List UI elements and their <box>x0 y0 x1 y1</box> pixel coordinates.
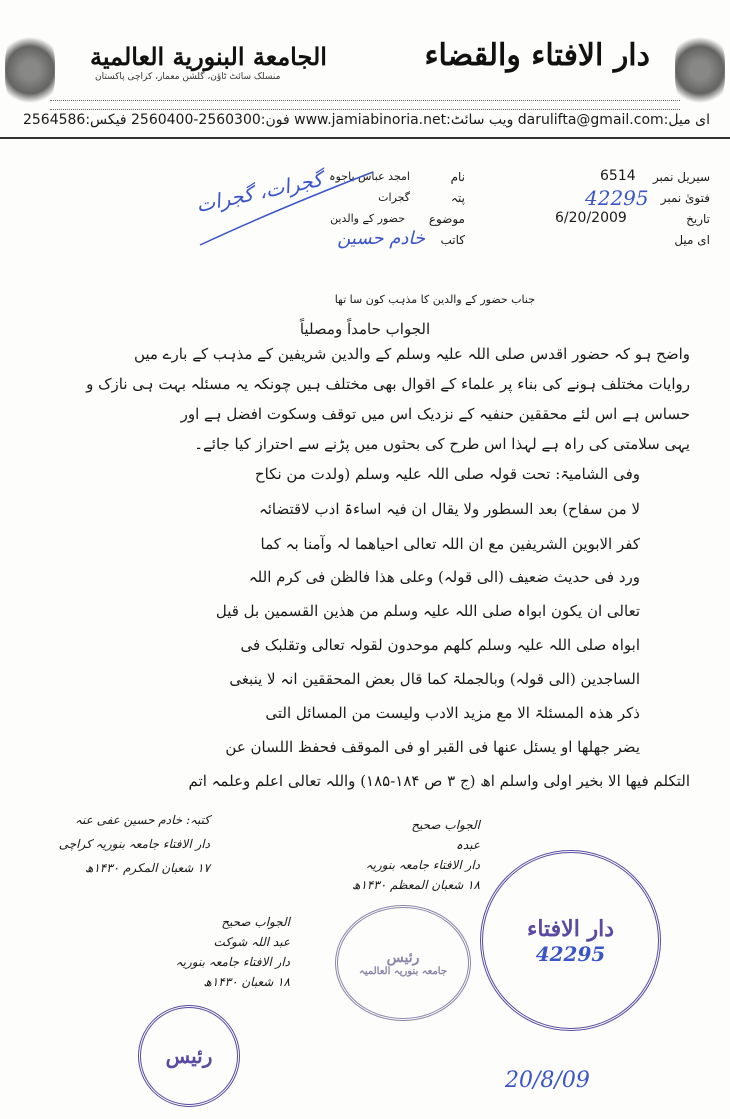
darulifta-stamp-number: 42295 <box>535 941 606 966</box>
letterhead-title-right: دار الافتاء والقضاء <box>424 38 650 73</box>
darulifta-stamp <box>480 850 661 1031</box>
approver2-line: دار الافتاء جامعہ بنوریہ <box>175 955 290 969</box>
approver1-line: الجواب صحیح <box>411 818 480 832</box>
address-label: پتہ <box>451 191 465 205</box>
answer-line: روایات مختلف ہونے کی بناء پر علماء کے اقوال بھی مختلف ہیں چونکہ یہ مسئلہ بہت ہی نازک و <box>86 375 690 393</box>
president-stamp-text: رئیس <box>165 1044 213 1068</box>
email-label: ای میل <box>674 233 710 247</box>
writer-value: خادم حسین <box>337 228 425 249</box>
answer-line: لا من سفاح) بعد السطور ولا یقال ان فیہ اساءۃ ادب لاقتضائہ <box>258 500 640 518</box>
address-value: گجرات <box>378 191 410 204</box>
approver1-line: ۱۸ شعبان المعظم ۱۴۳۰ھ <box>352 878 480 892</box>
writer-signature-line: دار الافتاء جامعہ بنوریہ کراچی <box>58 837 210 851</box>
date-label: تاریخ <box>686 212 710 226</box>
subject-value: حضور کے والدین <box>330 212 405 225</box>
handwritten-annotation: گجرات، گجرات <box>193 166 325 218</box>
answer-line: واضح ہو کہ حضور اقدس صلی اللہ علیہ وسلم کے والدین شریفین کے مذہب کے بارے میں <box>133 345 690 363</box>
name-label: نام <box>450 170 465 184</box>
binoria-stamp-title: رئیس <box>386 949 420 966</box>
answer-line: الساجدین (الی قولہ) وبالجملۃ کما قال بعض المحققین انہ لا ینبغی <box>229 670 640 688</box>
approver2-line: الجواب صحیح <box>221 915 290 929</box>
annotation-stroke <box>195 170 375 250</box>
binoria-stamp <box>335 905 471 1021</box>
header-rule <box>0 137 730 139</box>
answer-line: یضر جھلھا او یسئل عنھا فی القبر او فی الموقف فحفظ اللسان عن <box>225 738 640 756</box>
fatwa-number-value: 42295 <box>585 186 649 210</box>
darulifta-stamp-title: دار الافتاء <box>526 915 615 942</box>
letterhead-title-left: الجامعة البنورية العالمية <box>90 42 327 71</box>
subject-label: موضوع <box>428 212 465 226</box>
fatwa-number-label: فتویٰ نمبر <box>660 191 710 205</box>
answer-line: کفر الابوین الشریفین مع ان اللہ تعالی احیاھما لہ وآمنا بہ کما <box>260 535 640 553</box>
decorative-border <box>50 100 680 110</box>
approver2-line: عبد اللہ شوکت <box>213 935 290 949</box>
writer-signature-line: کتبہ: خادم حسین عفی عنہ <box>74 813 210 827</box>
answer-line: ابواہ صلی اللہ علیہ وسلم کلھم موحدون لقولہ تعالی وتقلبک فی <box>240 636 640 654</box>
answer-line: تعالی ان یکون ابواہ صلی اللہ علیہ وسلم من ھذین القسمین بل قیل <box>215 602 640 620</box>
name-value: امجد عباس باجوہ <box>329 170 410 183</box>
writer-label: کاتب <box>440 233 465 247</box>
binoria-stamp-text: جامعہ بنوریہ العالمیہ <box>358 965 448 977</box>
answer-line: یہی سلامتی کی راہ ہے لہذا اس طرح کی بحثوں میں پڑنے سے احتراز کیا جائے۔ <box>194 435 690 453</box>
ornament-left <box>5 30 55 110</box>
writer-signature-line: ۱۷ شعبان المکرم ۱۴۳۰ھ <box>84 861 210 875</box>
answer-line: التکلم فیھا الا بخیر اولی واسلم اھ (ج ۳ ص ۱۸۴-۱۸۵) واللہ تعالی اعلم وعلمہ اتم <box>188 772 690 790</box>
serial-label: سیریل نمبر <box>652 170 710 184</box>
handwritten-date: 20/8/09 <box>505 1068 590 1093</box>
answer-line: وفی الشامیۃ: تحت قولہ صلی اللہ علیہ وسلم (ولدت من نکاح <box>254 465 640 483</box>
answer-line: ورد فی حدیث ضعیف (الی قولہ) وعلی ھذا فالظن فی کرم اللہ <box>248 568 640 586</box>
contact-line: ای میل:darulifta@gmail.com ویب سائٹ:www.jamiabinoria.net فون:2560300-2560400 فیکس:2564586 <box>22 112 710 128</box>
question-text: جناب حضور کے والدین کا مذہب کون سا تھا <box>334 293 535 306</box>
letterhead-subtitle: منسلک سائٹ ٹاؤن، گلشن معمار، کراچی پاکستان <box>95 72 281 82</box>
ornament-right <box>675 30 725 110</box>
approver2-line: ۱۸ شعبان ۱۴۳۰ھ <box>203 975 290 989</box>
approver1-line: دار الافتاء جامعہ بنوریہ <box>365 858 480 872</box>
answer-line: حساس ہے اس لئے محققین حنفیہ کے نزدیک اس میں توقف وسکوت افضل ہے اور <box>180 405 690 423</box>
answer-heading: الجواب حامداً ومصلیاً <box>299 320 431 338</box>
date-value: 6/20/2009 <box>555 210 627 226</box>
serial-value: 6514 <box>600 168 636 184</box>
president-stamp <box>138 1005 240 1107</box>
approver1-line: عبدہ <box>455 838 480 852</box>
answer-line: ذکر ھذہ المسئلۃ الا مع مزید الادب ولیست من المسائل التی <box>265 704 640 722</box>
